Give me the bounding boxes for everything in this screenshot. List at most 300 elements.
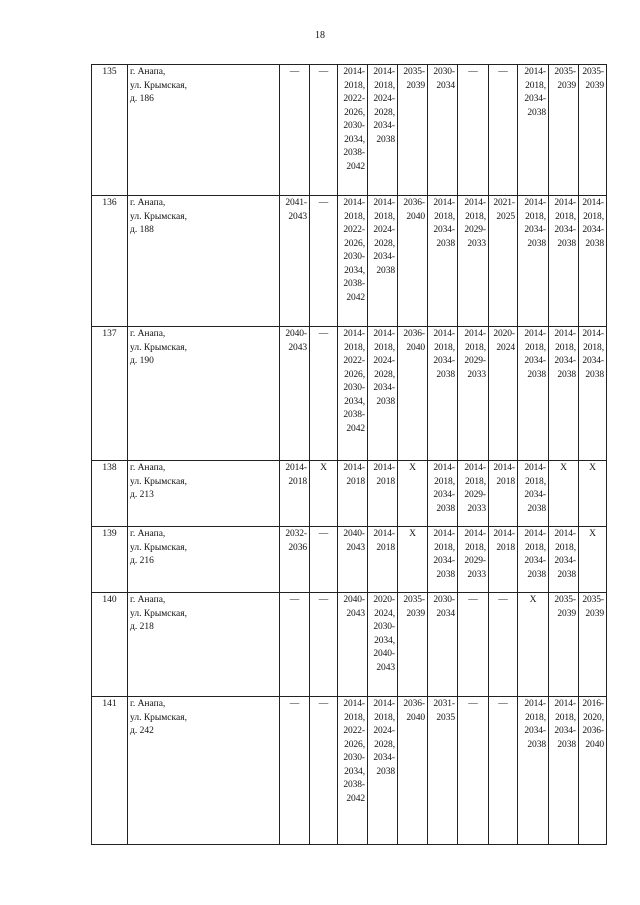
period-cell <box>398 65 428 196</box>
row-number: 140 <box>92 593 128 697</box>
period-line: 2014- <box>464 463 486 473</box>
period-line: 2034- <box>433 556 455 566</box>
period-cell <box>428 65 458 196</box>
period-line: 2020- <box>373 595 395 605</box>
period-line: 2018, <box>344 712 365 723</box>
period-cell <box>368 593 398 697</box>
period-line: — <box>289 699 300 709</box>
period-cell <box>368 527 398 593</box>
period-line: 2038 <box>527 107 546 118</box>
period-line: 2014- <box>464 198 486 208</box>
address-cell <box>128 65 280 196</box>
period-line: 2038 <box>557 369 576 380</box>
period-line: 2014- <box>524 198 546 208</box>
period-cell <box>310 527 338 593</box>
period-cell <box>489 593 518 697</box>
period-line: 2035- <box>582 67 604 77</box>
period-cell <box>489 697 518 845</box>
period-line: 2030- <box>343 383 365 393</box>
period-line: — <box>468 699 478 709</box>
period-cell <box>428 196 458 327</box>
period-cell <box>579 327 607 461</box>
address-line: д. 218 <box>130 622 154 632</box>
period-line: 2035- <box>403 595 425 605</box>
period-line: 2034, <box>344 134 365 145</box>
period-cell <box>398 196 428 327</box>
address-line: г. Анапа, <box>130 595 166 605</box>
period-line: 2014- <box>554 198 576 208</box>
period-cell <box>489 527 518 593</box>
period-line: 2035- <box>582 595 604 605</box>
period-line: 2034- <box>433 225 455 235</box>
row-number: 141 <box>92 697 128 845</box>
period-cell <box>458 527 489 593</box>
period-cell <box>280 65 310 196</box>
period-line: 2022- <box>343 726 365 736</box>
period-line: 2018, <box>583 211 604 222</box>
period-cell <box>518 196 549 327</box>
period-cell <box>280 527 310 593</box>
period-line: 2034- <box>524 490 546 500</box>
period-cell <box>280 697 310 845</box>
period-line: 2018, <box>374 712 395 723</box>
period-line: 2018, <box>525 712 546 723</box>
period-cell <box>368 65 398 196</box>
table-row <box>92 461 607 527</box>
period-line: 2018, <box>525 476 546 487</box>
period-line: 2041- <box>285 198 307 208</box>
period-line: 2033 <box>467 238 486 249</box>
period-line: 2034- <box>373 753 395 763</box>
period-line: 2014- <box>343 463 365 473</box>
address-line: ул. Крымская, <box>130 476 187 487</box>
period-line: 2022- <box>343 356 365 366</box>
period-cell <box>428 527 458 593</box>
table-row <box>92 593 607 697</box>
period-line: 2038 <box>436 238 455 249</box>
period-line: 2026, <box>344 739 365 750</box>
period-line: 2033 <box>467 569 486 580</box>
period-line: 2014- <box>343 67 365 77</box>
period-line: 2035- <box>554 67 576 77</box>
period-line: 2038 <box>376 134 395 145</box>
address-line: г. Анапа, <box>130 529 166 539</box>
address-line: ул. Крымская, <box>130 542 187 553</box>
period-cell <box>489 65 518 196</box>
period-line: 2036 <box>288 542 307 553</box>
period-line: 2039 <box>406 80 425 91</box>
period-cell <box>579 461 607 527</box>
period-line: 2018, <box>374 342 395 353</box>
period-line: 2038 <box>585 238 604 249</box>
address-line: ул. Крымская, <box>130 342 187 353</box>
period-line: 2038 <box>436 503 455 514</box>
period-cell <box>489 196 518 327</box>
period-line: 2043 <box>346 608 365 619</box>
period-cell <box>310 65 338 196</box>
row-number: 135 <box>92 65 128 196</box>
period-line: 2029- <box>464 225 486 235</box>
period-cell <box>458 461 489 527</box>
period-cell <box>398 697 428 845</box>
period-line: — <box>318 529 329 539</box>
period-line: 2034- <box>554 225 576 235</box>
period-line: 2034, <box>344 265 365 276</box>
period-line: 2014- <box>582 329 604 339</box>
period-line: 2014- <box>554 699 576 709</box>
address-line: г. Анапа, <box>130 329 166 339</box>
period-line: 2043 <box>376 662 395 673</box>
period-line: 2014- <box>433 198 455 208</box>
period-cell <box>549 527 579 593</box>
period-line: X <box>320 463 327 473</box>
table-row <box>92 327 607 461</box>
period-line: 2035 <box>436 712 455 723</box>
period-line: 2040 <box>406 211 425 222</box>
period-cell <box>368 697 398 845</box>
period-line: 2034 <box>436 80 455 91</box>
period-line: 2034- <box>582 225 604 235</box>
period-cell <box>398 593 428 697</box>
table-row <box>92 196 607 327</box>
period-line: 2035- <box>554 595 576 605</box>
period-cell <box>280 593 310 697</box>
period-line: 2014- <box>343 699 365 709</box>
period-line: 2030- <box>373 622 395 632</box>
address-line: ул. Крымская, <box>130 712 187 723</box>
period-line: 2029- <box>464 356 486 366</box>
period-cell <box>549 65 579 196</box>
period-line: 2014- <box>433 463 455 473</box>
period-line: 2018, <box>525 542 546 553</box>
period-line: 2018, <box>434 342 455 353</box>
period-cell <box>398 461 428 527</box>
period-line: 2020, <box>583 712 604 723</box>
period-line: 2038 <box>557 739 576 750</box>
period-line: 2034- <box>373 252 395 262</box>
period-cell <box>338 65 368 196</box>
period-line: 2018, <box>555 542 576 553</box>
period-cell <box>489 461 518 527</box>
period-line: X <box>589 529 596 539</box>
period-line: 2030- <box>433 67 455 77</box>
period-line: 2038- <box>343 410 365 420</box>
address-cell <box>128 461 280 527</box>
period-cell <box>579 697 607 845</box>
period-line: 2042 <box>346 161 365 172</box>
period-cell <box>518 461 549 527</box>
row-number: 138 <box>92 461 128 527</box>
period-line: 2018, <box>344 80 365 91</box>
period-line: 2018, <box>434 542 455 553</box>
period-line: 2038 <box>436 569 455 580</box>
period-line: 2036- <box>403 329 425 339</box>
period-line: 2014- <box>373 463 395 473</box>
period-line: 2032- <box>285 529 307 539</box>
period-line: 2014- <box>433 529 455 539</box>
period-line: 2014- <box>373 198 395 208</box>
period-line: 2043 <box>288 211 307 222</box>
address-line: ул. Крымская, <box>130 80 187 91</box>
address-line: д. 188 <box>130 225 154 235</box>
period-line: — <box>468 67 478 77</box>
period-line: 2018, <box>555 211 576 222</box>
period-line: 2035- <box>403 67 425 77</box>
period-line: 2014- <box>464 329 486 339</box>
address-cell <box>128 327 280 461</box>
period-line: 2018, <box>465 476 486 487</box>
period-line: 2038 <box>557 569 576 580</box>
period-line: 2024- <box>373 726 395 736</box>
period-cell <box>458 697 489 845</box>
table-row <box>92 527 607 593</box>
period-line: 2040- <box>373 649 395 659</box>
period-line: 2034- <box>582 356 604 366</box>
period-line: 2042 <box>346 423 365 434</box>
period-line: 2018, <box>465 542 486 553</box>
period-line: 2014- <box>343 329 365 339</box>
period-line: 2040 <box>406 342 425 353</box>
period-line: 2042 <box>346 292 365 303</box>
period-line: — <box>468 595 478 605</box>
period-line: 2018, <box>555 712 576 723</box>
schedule-table <box>91 64 607 845</box>
period-line: 2022- <box>343 225 365 235</box>
period-line: 2014- <box>373 329 395 339</box>
period-line: — <box>498 699 508 709</box>
period-cell <box>310 593 338 697</box>
period-line: 2038 <box>376 396 395 407</box>
period-line: 2018, <box>525 211 546 222</box>
period-cell <box>579 65 607 196</box>
period-cell <box>518 697 549 845</box>
period-line: 2014- <box>464 529 486 539</box>
period-line: 2014- <box>285 463 307 473</box>
period-line: 2039 <box>557 80 576 91</box>
period-cell <box>428 697 458 845</box>
period-line: 2018 <box>346 476 365 487</box>
period-line: 2040- <box>343 595 365 605</box>
period-line: 2040 <box>406 712 425 723</box>
period-line: 2034, <box>374 635 395 646</box>
period-line: 2029- <box>464 490 486 500</box>
period-line: 2018 <box>288 476 307 487</box>
period-line: 2034- <box>554 556 576 566</box>
period-cell <box>280 327 310 461</box>
period-cell <box>398 527 428 593</box>
period-cell <box>458 196 489 327</box>
period-line: 2038- <box>343 279 365 289</box>
period-cell <box>549 196 579 327</box>
period-line: 2039 <box>585 608 604 619</box>
period-line: 2034- <box>373 383 395 393</box>
period-cell <box>368 461 398 527</box>
period-line: 2029- <box>464 556 486 566</box>
period-line: 2034- <box>373 121 395 131</box>
period-cell <box>338 196 368 327</box>
period-cell <box>518 65 549 196</box>
period-cell <box>368 196 398 327</box>
period-line: 2018 <box>496 476 515 487</box>
period-cell <box>549 593 579 697</box>
address-line: г. Анапа, <box>130 699 166 709</box>
period-line: 2018 <box>376 542 395 553</box>
period-line: 2034- <box>554 726 576 736</box>
period-line: — <box>289 595 300 605</box>
address-line: д. 186 <box>130 94 154 104</box>
address-line: д. 242 <box>130 726 154 736</box>
period-cell <box>398 327 428 461</box>
period-line: 2030- <box>343 121 365 131</box>
period-line: 2031- <box>433 699 455 709</box>
period-line: 2039 <box>585 80 604 91</box>
period-line: 2040 <box>585 739 604 750</box>
period-line: 2018, <box>465 342 486 353</box>
period-cell <box>579 527 607 593</box>
address-line: д. 190 <box>130 356 154 366</box>
period-line: 2030- <box>343 753 365 763</box>
period-line: — <box>318 699 329 709</box>
period-cell <box>310 697 338 845</box>
period-line: 2036- <box>403 198 425 208</box>
period-line: 2034- <box>554 356 576 366</box>
period-cell <box>368 327 398 461</box>
period-line: — <box>318 67 329 77</box>
table-row <box>92 697 607 845</box>
address-line: ул. Крымская, <box>130 211 187 222</box>
period-line: 2018, <box>344 342 365 353</box>
period-line: 2014- <box>524 529 546 539</box>
period-line: 2038 <box>527 369 546 380</box>
period-line: 2038 <box>527 739 546 750</box>
period-line: 2038 <box>376 265 395 276</box>
address-cell <box>128 697 280 845</box>
period-line: 2028, <box>374 739 395 750</box>
page-number: 18 <box>315 30 325 41</box>
period-cell <box>338 327 368 461</box>
period-cell <box>338 697 368 845</box>
period-line: 2018, <box>374 80 395 91</box>
period-line: 2034, <box>344 396 365 407</box>
period-line: — <box>318 595 329 605</box>
row-number: 136 <box>92 196 128 327</box>
period-cell <box>310 196 338 327</box>
period-line: 2018, <box>374 211 395 222</box>
period-line: 2034, <box>344 766 365 777</box>
period-cell <box>280 196 310 327</box>
period-line: 2028, <box>374 369 395 380</box>
period-cell <box>280 461 310 527</box>
period-cell <box>458 327 489 461</box>
period-line: X <box>409 463 416 473</box>
period-line: 2039 <box>406 608 425 619</box>
period-line: 2014- <box>524 699 546 709</box>
period-line: 2034- <box>433 356 455 366</box>
period-line: 2021- <box>493 198 515 208</box>
period-line: 2018, <box>434 476 455 487</box>
period-cell <box>489 327 518 461</box>
period-line: X <box>589 463 596 473</box>
period-line: 2034- <box>524 225 546 235</box>
period-line: 2020- <box>493 329 515 339</box>
address-line: д. 216 <box>130 556 154 566</box>
period-line: 2014- <box>524 67 546 77</box>
period-line: 2014- <box>373 529 395 539</box>
address-line: д. 213 <box>130 490 154 500</box>
period-line: 2026, <box>344 369 365 380</box>
period-line: 2016- <box>582 699 604 709</box>
period-line: — <box>289 67 300 77</box>
period-line: — <box>498 595 508 605</box>
period-line: 2018, <box>465 211 486 222</box>
period-line: — <box>318 198 329 208</box>
period-line: 2036- <box>582 726 604 736</box>
table-row <box>92 65 607 196</box>
period-line: 2018, <box>555 342 576 353</box>
period-line: 2034 <box>436 608 455 619</box>
period-cell <box>338 593 368 697</box>
period-line: — <box>498 67 508 77</box>
period-line: 2039 <box>557 608 576 619</box>
period-line: 2024- <box>373 225 395 235</box>
period-line: 2024- <box>373 94 395 104</box>
period-line: 2014- <box>493 463 515 473</box>
period-line: 2034- <box>524 356 546 366</box>
address-line: г. Анапа, <box>130 463 166 473</box>
period-line: 2018, <box>434 211 455 222</box>
address-line: ул. Крымская, <box>130 608 187 619</box>
period-line: 2014- <box>582 198 604 208</box>
period-cell <box>518 327 549 461</box>
period-line: 2030- <box>433 595 455 605</box>
address-cell <box>128 527 280 593</box>
period-line: 2038 <box>436 369 455 380</box>
period-line: 2022- <box>343 94 365 104</box>
period-line: 2018 <box>496 542 515 553</box>
period-line: 2014- <box>493 529 515 539</box>
period-cell <box>458 593 489 697</box>
period-line: 2018, <box>344 211 365 222</box>
period-line: 2038- <box>343 780 365 790</box>
period-line: X <box>560 463 567 473</box>
period-line: 2026, <box>344 107 365 118</box>
period-line: 2018 <box>376 476 395 487</box>
period-line: 2033 <box>467 369 486 380</box>
row-number: 137 <box>92 327 128 461</box>
period-line: 2018, <box>525 342 546 353</box>
period-line: 2014- <box>524 329 546 339</box>
period-line: 2030- <box>343 252 365 262</box>
period-cell <box>549 461 579 527</box>
address-cell <box>128 593 280 697</box>
period-line: 2024 <box>496 342 515 353</box>
period-line: 2014- <box>373 699 395 709</box>
period-cell <box>428 593 458 697</box>
period-line: 2040- <box>343 529 365 539</box>
address-line: г. Анапа, <box>130 67 166 77</box>
period-line: 2028, <box>374 238 395 249</box>
period-line: 2038 <box>527 569 546 580</box>
period-line: 2014- <box>554 529 576 539</box>
period-line: 2014- <box>433 329 455 339</box>
period-line: 2014- <box>343 198 365 208</box>
period-cell <box>518 527 549 593</box>
period-line: 2036- <box>403 699 425 709</box>
period-line: 2018, <box>525 80 546 91</box>
period-line: 2025 <box>496 211 515 222</box>
period-line: 2034- <box>524 94 546 104</box>
period-line: 2038 <box>585 369 604 380</box>
